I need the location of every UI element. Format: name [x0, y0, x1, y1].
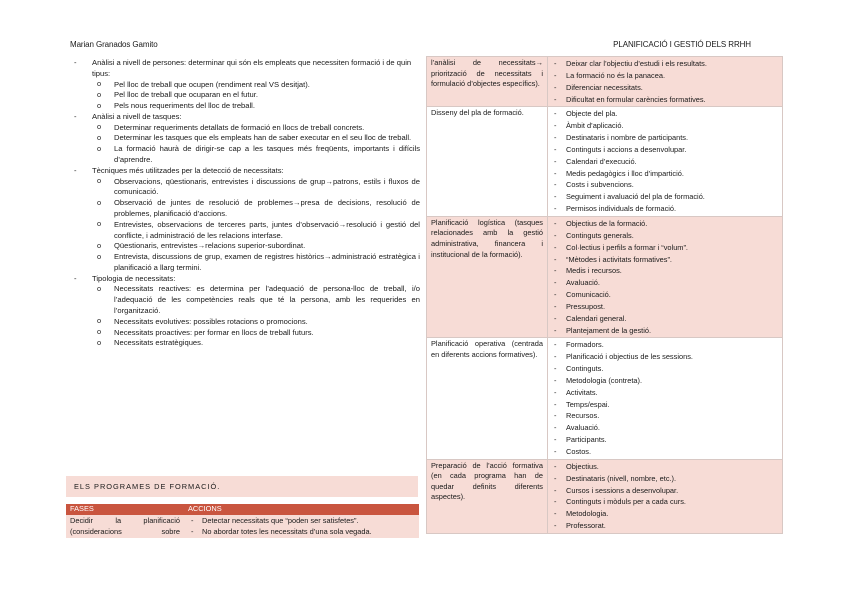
table-row	[427, 459, 783, 533]
left-column	[68, 58, 420, 349]
phase-cell: l’anàlisi de necessitats→ priorització de necessitats i formulació d’objectes específics).	[427, 57, 548, 107]
sub-list-item: o Determinar les tasques que els empleats han de saber executar en el seu lloc de treball.	[92, 133, 420, 144]
sub-list-item: o Observacions, qüestionaris, entrevistes i discussions de grup→patrons, estils i fluxos de comunicació.	[92, 177, 420, 199]
column-header-actions: ACCIONS	[184, 504, 419, 515]
action-item: - Medis pedagògics i lloc d’impartició.	[552, 168, 778, 180]
actions-cell	[548, 57, 783, 107]
action-item: - Avaluació.	[552, 422, 778, 434]
sub-list-item: o Pels nous requeriments del lloc de treball.	[92, 101, 420, 112]
action-item: - Costos.	[552, 446, 778, 458]
list-item	[68, 112, 420, 166]
action-item: - Calendari d’execució.	[552, 156, 778, 168]
needs-analysis-list	[68, 58, 420, 349]
action-item: - Objecte del pla.	[552, 108, 778, 120]
phase-cell: Preparació de l’acció formativa (en cada programa han de quedar definits diferents aspectes).	[427, 459, 548, 533]
action-item: - Comunicació.	[552, 289, 778, 301]
action-item: - Deixar clar l’objectiu d’estudi i els resultats.	[552, 58, 778, 70]
phase-cell: Disseny del pla de formació.	[427, 107, 548, 217]
list-item	[68, 274, 420, 349]
actions-cell	[548, 459, 783, 533]
action-item: - Plantejament de la gestió.	[552, 325, 778, 337]
list-item-text: Tipologia de necessitats:	[92, 273, 176, 283]
list-item	[68, 58, 420, 112]
action-item: - Costs i subvencions.	[552, 179, 778, 191]
action-item: - Temps/espai.	[552, 399, 778, 411]
list-item-text: Anàlisi a nivell de tasques:	[92, 111, 182, 121]
phase-cell: Decidir la planificació (consideracions sobre	[66, 515, 184, 538]
sub-list-item: o La formació haurà de dirigir-se cap a les tasques més freqüents, importants i difícils d’aprendre.	[92, 144, 420, 166]
list-item	[68, 166, 420, 274]
action-item: - Permisos individuals de formació.	[552, 203, 778, 215]
action-item: - Destinataris (nivell, nombre, etc.).	[552, 473, 778, 485]
action-item: - Àmbit d’aplicació.	[552, 120, 778, 132]
action-item: - La formació no és la panacea.	[552, 70, 778, 82]
action-item: - Destinataris i nombre de participants.	[552, 132, 778, 144]
action-item: - Metodologia.	[552, 508, 778, 520]
sub-list-item: o Entrevistes, observacions de terceres parts, juntes d’observació→resolució i gestió del conflicte, i administració de les relacions interfase.	[92, 220, 420, 242]
table-row	[427, 338, 783, 459]
sub-list-item: o Necessitats estratègiques.	[92, 338, 420, 349]
sub-list-item: o Determinar requeriments detallats de formació en llocs de treball concrets.	[92, 123, 420, 134]
action-item: - Detectar necessitats que “poden ser satisfetes”.	[188, 516, 415, 527]
actions-cell	[548, 338, 783, 459]
action-item: - Metodologia (contreta).	[552, 375, 778, 387]
sub-list-item: o Pel lloc de treball que ocupen (rendiment real VS desitjat).	[92, 80, 420, 91]
section-heading: ELS PROGRAMES DE FORMACIÓ.	[66, 476, 418, 497]
sub-list-item: o Necessitats evolutives: possibles rotacions o promocions.	[92, 317, 420, 328]
action-item: - Continguts i mòduls per a cada curs.	[552, 496, 778, 508]
table-row	[66, 515, 419, 538]
action-item: - “Mètodes i activitats formatives”.	[552, 254, 778, 266]
action-item: - Cursos i sessions a desenvolupar.	[552, 485, 778, 497]
phases-table	[66, 504, 419, 538]
phase-cell: Planificació operativa (centrada en diferents accions formatives).	[427, 338, 548, 459]
table-row	[427, 57, 783, 107]
action-item: - Pressupost.	[552, 301, 778, 313]
action-item: - Continguts.	[552, 363, 778, 375]
action-item: - Dificultat en formular carències formatives.	[552, 94, 778, 106]
action-item: - Diferenciar necessitats.	[552, 82, 778, 94]
action-item: - Seguiment i avaluació del pla de formació.	[552, 191, 778, 203]
sub-list-item: o Necessitats proactives: per formar en llocs de treball futurs.	[92, 328, 420, 339]
action-item: - Avaluació.	[552, 277, 778, 289]
action-item: - Planificació i objectius de les sessions.	[552, 351, 778, 363]
list-item-text: Tècniques més utilitzades per la detecció de necessitats:	[92, 165, 284, 175]
author-name: Marian Granados Gamito	[70, 40, 158, 49]
sub-list-item: o Entrevista, discussions de grup, examen de registres històrics→administració estratègica i planificació a llarg termini.	[92, 252, 420, 274]
sub-list-item: o Qüestionaris, entrevistes→relacions superior-subordinat.	[92, 241, 420, 252]
action-item: - Objectius.	[552, 461, 778, 473]
action-item: - Medis i recursos.	[552, 265, 778, 277]
action-item: - Activitats.	[552, 387, 778, 399]
action-item: - Professorat.	[552, 520, 778, 532]
phases-actions-table	[426, 56, 783, 534]
table-header-row	[66, 504, 419, 515]
action-item: - Col·lectius i perfils a formar i “volum”.	[552, 242, 778, 254]
document-title: PLANIFICACIÓ I GESTIÓ DELS RRHH	[613, 40, 751, 49]
sub-list-item: o Observació de juntes de resolució de problemes→presa de decisions, resolució de problemes, planificació d’accions.	[92, 198, 420, 220]
action-item: - Formadors.	[552, 339, 778, 351]
action-item: - Objectius de la formació.	[552, 218, 778, 230]
action-item: - Participants.	[552, 434, 778, 446]
actions-cell	[548, 216, 783, 337]
sub-list-item: o Pel lloc de treball que ocuparan en el futur.	[92, 90, 420, 101]
list-item-text: Anàlisi a nivell de persones: determinar qui són els empleats que necessiten formació i de quin tipus:	[92, 58, 412, 78]
action-item: - No abordar totes les necessitats d’una sola vegada.	[188, 527, 415, 538]
action-item: - Recursos.	[552, 410, 778, 422]
column-header-phases: FASES	[66, 504, 184, 515]
sub-list-item: o Necessitats reactives: es determina per l’adequació de persona-lloc de treball, i/o l’adequació de les competències reals que té la persona, amb les requerides en l’organització.	[92, 284, 420, 316]
action-item: - Calendari general.	[552, 313, 778, 325]
actions-cell	[184, 515, 419, 538]
phase-cell: Planificació logística (tasques relacionades amb la gestió administrativa, financera i institucional de la formació).	[427, 216, 548, 337]
table-row	[427, 216, 783, 337]
table-row	[427, 107, 783, 217]
action-item: - Continguts i accions a desenvolupar.	[552, 144, 778, 156]
actions-cell	[548, 107, 783, 217]
action-item: - Continguts generals.	[552, 230, 778, 242]
